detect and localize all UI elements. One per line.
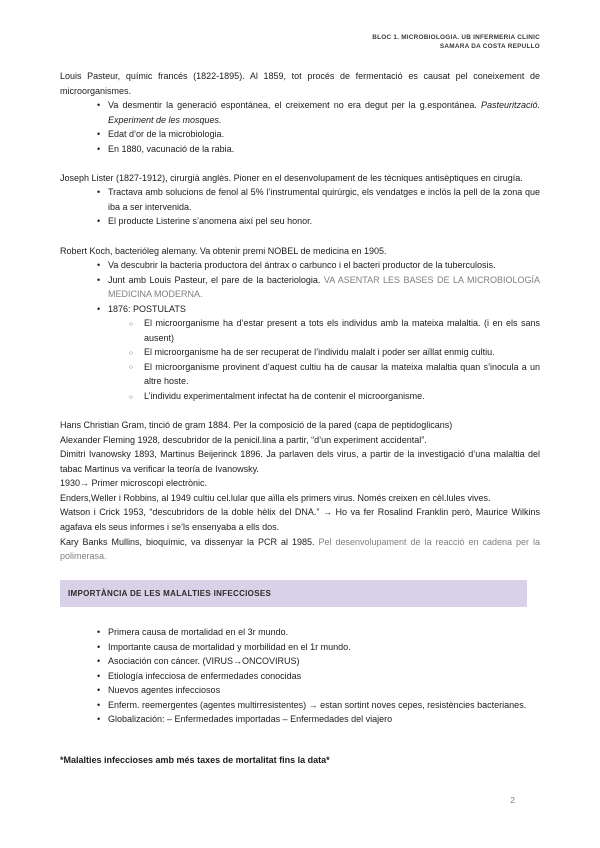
paragraph-watson: Watson i Crick 1953, “descubridors de la doble hèlix del DNA.” → Ho va fer Rosalind Franklin però, Maurice Wilkins agafava els seus informes i se’ls ensenyaba a ells dos. [60, 507, 540, 532]
sublist-item: ○ El microorganisme ha d’estar present a tots els individus amb la mateixa malaltia. (i en els sans ausent) [60, 316, 540, 345]
section-title-bar [60, 580, 527, 608]
list-item-text-muted: VA ASENTAR LES BASES DE LA MICROBIOLOGÍA MEDICINA MODERNA. [108, 274, 540, 300]
section-timeline [60, 418, 540, 563]
list-item-postulats-heading: • 1876: POSTULATS [60, 302, 540, 317]
paragraph-pasteur-intro: Louis Pasteur, químic francés (1822-1895). Al 1859, tot procés de fermentació es causat pel coneixement de microorganismes. [60, 71, 540, 96]
section-lister [60, 171, 540, 229]
section-pasteur [60, 69, 540, 156]
sublist-item: ○ L’individu experimentalment infectat ha de contenir el microorganisme. [60, 389, 540, 404]
paragraph-ivanowsky: Dimitri Ivanowsky 1893, Martinus Beijerinck 1896. Ja parlaven dels virus, a partir de la investigació d’una malaltia del tabac Martinus va verificar la teoría de Ivanowsky. [60, 449, 540, 474]
list-item: • Etiología infecciosa de enfermedades conocidas [60, 669, 540, 684]
paragraph-mullins [60, 535, 540, 564]
list-koch [60, 258, 540, 403]
list-item: • Importante causa de mortalidad y morbilidad en el 1r mundo. [60, 640, 540, 655]
document-body [60, 69, 540, 768]
list-item: • Primera causa de mortalidad en el 3r mundo. [60, 625, 540, 640]
paragraph-gram: Hans Christian Gram, tinció de gram 1884. Per la composició de la pared (capa de peptidoglicans) [60, 420, 453, 431]
list-item: • Globalización: – Enfermedades importadas – Enfermedades del viajero [60, 712, 540, 727]
list-item-text: Va desmentir la generació espontánea, el creixement no era degut per la g.espontánea. [108, 100, 481, 111]
list-koch-postulats [60, 316, 540, 403]
section-koch [60, 244, 540, 404]
list-item: • Enferm. reemergentes (agentes multirresistentes) → estan sortint noves cepes, resistències bacterianes. [60, 698, 540, 713]
list-item: • Edat d’or de la microbiologia. [60, 127, 540, 142]
page-number: 2 [510, 795, 515, 805]
list-item: • Nuevos agentes infecciosos [60, 683, 540, 698]
sublist-item: ○ El microorganisme provinent d’aquest cultiu ha de causar la mateixa malaltia quan s’inocula a un altre hoste. [60, 360, 540, 389]
section-title: IMPORTÀNCIA DE LES MALALTIES INFECCIOSES [68, 588, 272, 598]
paragraph-lister-intro: Joseph Lister (1827-1912), cirurgià anglès. Pioner en el desenvolupament de les tècniques antisèptiques en cirugía. [60, 172, 523, 183]
header-author: SAMARA DA COSTA REPULLO [439, 43, 540, 51]
list-importancia [60, 625, 540, 727]
page-header [372, 33, 540, 51]
list-item: • Asociación con cáncer. (VIRUS→ONCOVIRUS) [60, 654, 540, 669]
paragraph-fleming: Alexander Fleming 1928, descubridor de la penicil.lina a partir, “d’un experiment accidental”. [60, 434, 427, 445]
list-item: • Tractava amb solucions de fenol al 5% l’instrumental quirúrgic, els vendatges e inclós la pell de la zona que iba a ser intervenida. [60, 185, 540, 214]
header-course-title: BLOC 1. MICROBIOLOGIA. UB INFERMERIA CLINIC [372, 34, 540, 41]
paragraph-microscope: 1930→ Primer microscopi electrònic. [60, 478, 208, 489]
list-item-text: Junt amb Louis Pasteur, el pare de la bacteriologia. [108, 274, 324, 285]
list-item: • En 1880, vacunació de la rabia. [60, 142, 540, 157]
list-lister [60, 185, 540, 229]
paragraph-text-muted: Pel desenvolupament de la reacció en cadena per la polimerasa. [60, 536, 540, 562]
list-item: • Va descubrir la bacteria productora del ántrax o carbunco i el bacteri productor de la tuberculosis. [60, 258, 540, 273]
list-pasteur [60, 98, 540, 156]
list-item-text-italic: Pasteurització. Experiment de les mosques. [108, 100, 540, 125]
list-item [60, 98, 540, 127]
sublist-item: ○ El microorganisme ha de ser recuperat de l’individu malalt i poder ser aïllat enmig cultiu. [60, 345, 540, 360]
paragraph-koch-intro: Robert Koch, bacterióleg alemany. Va obtenir premi NOBEL de medicina en 1905. [60, 245, 387, 256]
footer-note: *Malalties infeccioses amb més taxes de mortalitat fins la data* [60, 754, 330, 765]
paragraph-text: Kary Banks Mullins, bioquímic, va dissenyar la PCR al 1985. [60, 536, 319, 547]
list-item [60, 273, 540, 302]
paragraph-enders: Enders,Weller i Robbins, al 1949 cultiu cel.lular que aïlla els primers virus. Només creixen en cèl.lules vives. [60, 492, 491, 503]
list-item: • El producte Listerine s’anomena així pel seu honor. [60, 214, 540, 229]
